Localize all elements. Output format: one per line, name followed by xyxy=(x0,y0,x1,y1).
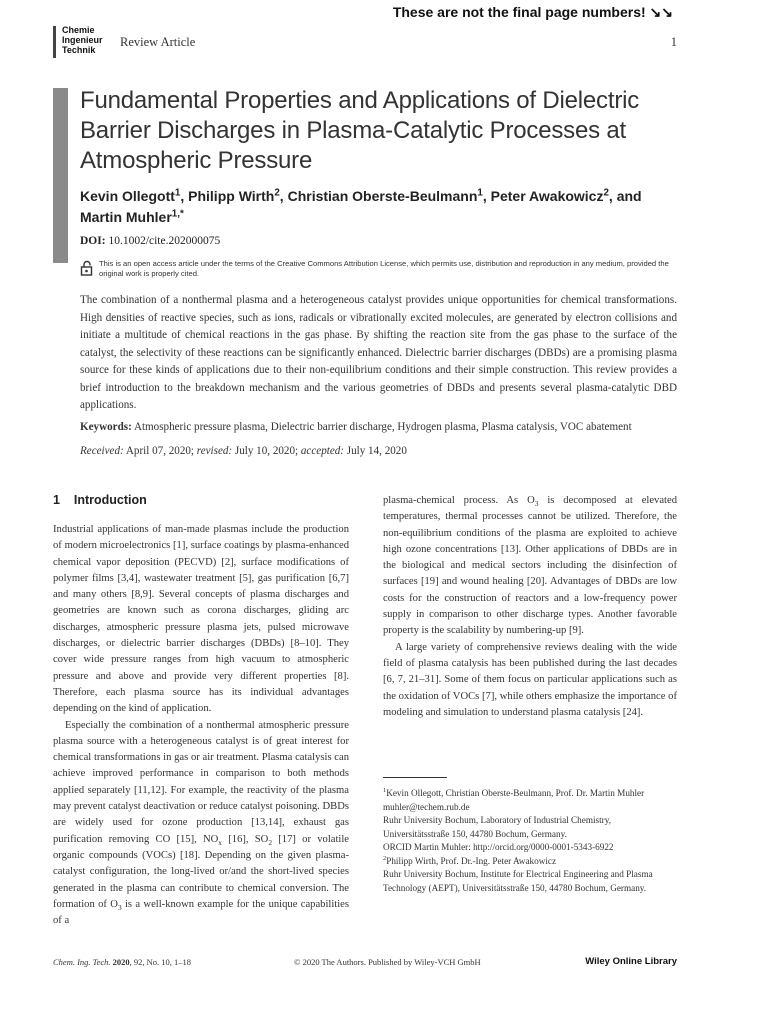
subscript: x xyxy=(218,837,222,847)
text-run: [16], SO xyxy=(222,833,269,845)
footnotes xyxy=(383,787,677,895)
keywords-value: Atmospheric pressure plasma, Dielectric barrier discharge, Hydrogen plasma, Plasma catalysis, VOC abatement xyxy=(133,421,632,433)
footer-year: 2020 xyxy=(112,957,130,967)
page-number: 1 xyxy=(670,35,677,49)
article-dates xyxy=(80,445,680,457)
footer-library[interactable]: Wiley Online Library xyxy=(585,956,677,967)
footnote-text: Philipp Wirth, Prof. Dr.-Ing. Peter Awakowicz xyxy=(386,855,557,866)
subscript: 3 xyxy=(534,499,539,509)
footer-citation xyxy=(53,957,191,967)
body-paragraph: A large variety of comprehensive reviews dealing with the wide field of plasma catalysis has been published during the last decades [6, 7, 21–31]. Some of them focus on particular applications such as the oxidation of VOCs [7], while others emphasize the importance of modeling and simulation to understand plasma catalysis [24]. xyxy=(383,641,677,718)
footnote-names xyxy=(383,855,677,869)
received-label: Received: xyxy=(80,445,124,457)
open-access-lock-icon xyxy=(80,260,94,276)
author-affiliation-mark: 1 xyxy=(477,187,483,199)
text-run: [17] or volatile organic compounds (VOCs) [18]. Depending on the given plasma-catalyst configuration, the long-lived or/and the short-lived species generated in the plasma can contribute to chemical conversion. The formation of O xyxy=(53,833,349,910)
subscript: 2 xyxy=(268,837,273,847)
section-number: 1 xyxy=(53,493,60,507)
author-list: Kevin Ollegott$^1$, Philipp Wirth$^2$, Christian Oberste-Beulmann$^1$, Peter Awakowicz$^2$, and Martin Muhler$^{1,*}$ xyxy=(80,187,642,225)
body-column-right xyxy=(383,493,677,721)
footnote-rule xyxy=(383,777,447,778)
brand-line: Technik xyxy=(62,45,96,55)
accepted-date: July 14, 2020 xyxy=(346,445,407,457)
section-heading xyxy=(53,493,147,507)
subscript: 3 xyxy=(117,902,122,912)
footnote-names xyxy=(383,787,677,801)
author-affiliation-mark: 1 xyxy=(174,187,181,199)
received-date: April 07, 2020; xyxy=(125,445,195,457)
article-type: Review Article xyxy=(120,35,196,49)
author-name: Peter Awakowicz xyxy=(490,188,604,204)
text-run: is a well-known example for the unique capabilities of a xyxy=(53,898,349,927)
footer-copyright: © 2020 The Authors. Published by Wiley-VCH GmbH xyxy=(294,957,481,967)
abstract: The combination of a nonthermal plasma and a heterogeneous catalyst provides unique opportunities for chemical transformations. High densities of reactive species, such as ions, radicals or vibrationally excited molecules, are generated by electron collisions and initiate a multitude of chemical reactions in the gas phase. By shifting the reaction site from the gas phase to the surface of the catalyst, the selectivity of these reactions can be significantly enhanced. Dielectric barrier discharges (DBDs) are a promising plasma source for these kinds of applications due to their non-equilibrium conditions and their simple construction. This review provides a brief introduction to the breakdown mechanism and the various geometries of DBDs and presents several plasma-catalytic DBD applications. xyxy=(80,294,677,411)
body-paragraph xyxy=(53,718,349,930)
author-name: Philipp Wirth xyxy=(188,188,275,204)
doi xyxy=(80,235,220,247)
doi-link[interactable]: 10.1002/cite.202000075 xyxy=(108,235,221,247)
footnote-affiliation: Ruhr University Bochum, Institute for Electrical Engineering and Plasma Technology (AEPT), Universitätsstraße 150, 44780 Bochum, Germany. xyxy=(383,869,653,893)
text-run: is decomposed at elevated temperatures, thermal processes cannot be utilized. Therefore, the non-equilibrium conditions of the plasma are exploited to achieve high ozone concentrations [13]. Other applications of DBDs are in the biological and medical sectors including the disinfection of surfaces [19] and wound healing [20]. Advantages of DBDs are low costs for the construction of reactors and a low-frequency power supply in comparison to other discharge types. Another favorable property is the scalability by numbering-up [9]. xyxy=(383,495,677,637)
author-name: Kevin Ollegott xyxy=(80,188,175,204)
body-column-left xyxy=(53,522,349,929)
top-note: These are not the final page numbers! ↘↘ xyxy=(392,4,673,20)
keywords xyxy=(80,421,680,433)
footer-journal: Chem. Ing. Tech. xyxy=(53,957,111,967)
doi-label: DOI: xyxy=(80,235,106,247)
footer-volume: , 92, No. 10, 1–18 xyxy=(129,957,192,967)
author-name: Christian Oberste-Beulmann xyxy=(287,188,478,204)
keywords-label: Keywords: xyxy=(80,421,132,433)
body-paragraph: Industrial applications of man-made plasmas include the production of modern microelectronics [1], surface coatings by plasma-enhanced chemical vapor deposition (PECVD) [2], surface modifications of polymer films [3,4], wastewater treatment [5], gas purification [6,7] and many others [8,9]. Several concepts of plasma discharges and geometries are known such as corona discharges, gliding arc discharges, atmospheric pressure plasma jets, pulsed microwave discharges, or dielectric barrier discharges (DBDs) [8–10]. They cover wide pressure ranges from high vacuum to atmospheric pressure and above and provide very different properties [8]. Therefore, each plasma source has its individual advantages depending on the kind of application. xyxy=(53,524,349,715)
revised-label: revised: xyxy=(196,445,233,457)
brand-line: Chemie xyxy=(62,25,95,35)
author-affiliation-mark: 2 xyxy=(274,187,280,199)
footnote-email[interactable]: muhler@techem.rub.de xyxy=(383,801,470,812)
body-paragraph xyxy=(383,493,677,640)
footnote-mark: 1 xyxy=(383,786,387,794)
brand-bar xyxy=(53,26,56,58)
article-title: Fundamental Properties and Applications of Dielectric Barrier Discharges in Plasma-Catalytic Processes at Atmospheric Pressure xyxy=(80,87,640,174)
section-title: Introduction xyxy=(73,493,147,507)
author-affiliation-mark: 1,* xyxy=(171,208,184,220)
brand-line: Ingenieur xyxy=(62,35,103,45)
footnote-text: Kevin Ollegott, Christian Oberste-Beulmann, Prof. Dr. Martin Muhler xyxy=(386,788,645,798)
footnote-affiliation: Ruhr University Bochum, Laboratory of Industrial Chemistry, Universitätsstraße 150, 44780 Bochum, Germany. xyxy=(383,815,612,839)
journal-brand xyxy=(62,25,103,55)
open-access-statement: This is an open access article under the terms of the Creative Commons Attribution License, which permits use, distribution and reproduction in any medium, provided the original work is properly cited. xyxy=(99,259,669,278)
text-run: plasma-chemical process. As O xyxy=(383,495,535,506)
author-affiliation-mark: 2 xyxy=(603,187,609,199)
footnote-mark: 2 xyxy=(383,854,387,862)
accepted-label: accepted: xyxy=(300,445,344,457)
title-accent-bar xyxy=(53,88,68,263)
footnote-orcid[interactable]: ORCID Martin Muhler: http://orcid.org/0000-0001-5343-6922 xyxy=(383,842,614,852)
revised-date: July 10, 2020; xyxy=(234,445,299,457)
author-name: Martin Muhler xyxy=(80,209,172,225)
text-run: Especially the combination of a nonthermal atmospheric pressure plasma source with a heterogeneous catalyst is of great interest for chemical transformations in gas or air treatment. Plasma catalysis can achieve improved performance in comparison to both methods applied separately [11,12]. For example, the reactivity of the plasma may prevent catalyst deactivation or reduce catalyst poisoning. DBDs are widely used for ozone production [13,14], exhaust gas purification removing CO [15], NO xyxy=(53,719,349,845)
